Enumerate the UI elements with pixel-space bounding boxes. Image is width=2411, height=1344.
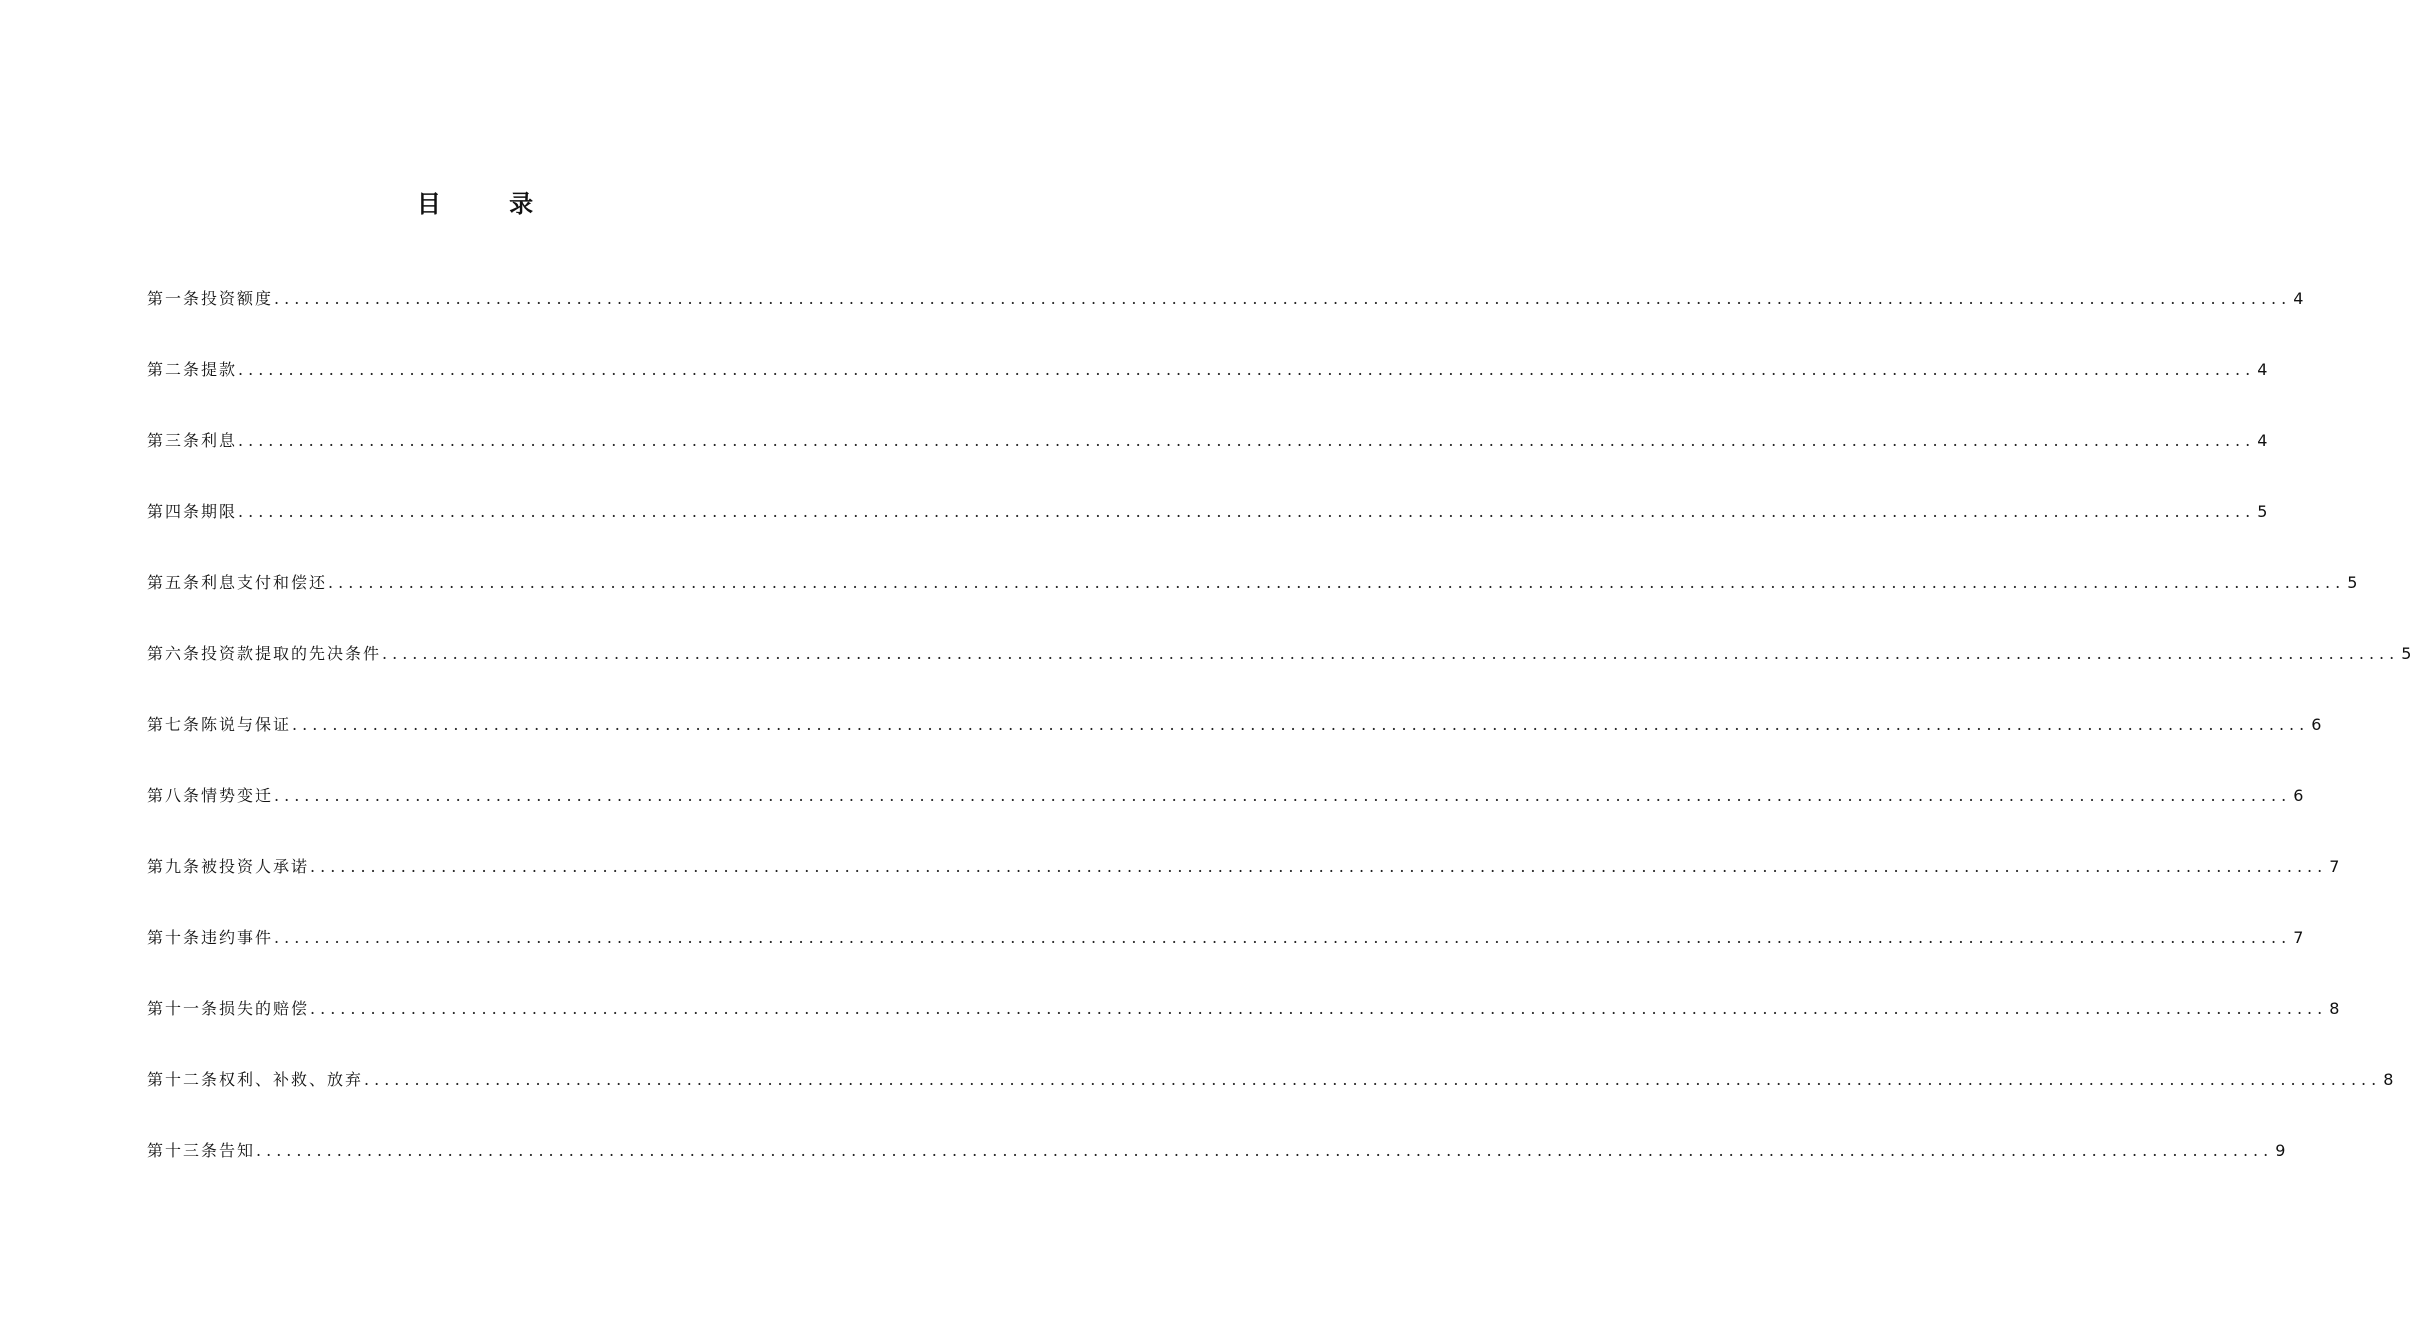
table-of-contents	[147, 284, 2411, 1207]
toc-entry-heading: 投资额度	[201, 289, 274, 308]
toc-entry-label: 第一条	[147, 289, 202, 308]
page-title: 目 录	[416, 190, 564, 218]
toc-leader-dots: ........................................................................................................................................................................................................	[238, 360, 2256, 379]
toc-leader-dots: ........................................................................................................................................................................................................	[274, 928, 2292, 947]
toc-leader-dots: ........................................................................................................................................................................................................	[274, 289, 2292, 308]
toc-entry[interactable]	[147, 568, 2358, 639]
toc-entry-label: 第十条	[147, 928, 202, 947]
toc-entry-label: 第六条	[147, 644, 202, 663]
toc-entry-heading: 权利、补救、放弃	[219, 1070, 364, 1089]
toc-entry-heading: 被投资人承诺	[201, 857, 310, 876]
toc-entry-heading: 告知	[219, 1141, 256, 1160]
toc-entry[interactable]	[147, 426, 2268, 497]
toc-leader-dots: ........................................................................................................................................................................................................	[310, 999, 2328, 1018]
toc-entry-page: 8	[2329, 999, 2340, 1018]
toc-entry-label: 第五条	[147, 573, 202, 592]
toc-entry-label: 第四条	[147, 502, 202, 521]
toc-entry-label: 第七条	[147, 715, 202, 734]
toc-leader-dots: ........................................................................................................................................................................................................	[238, 502, 2256, 521]
toc-entry-heading: 陈说与保证	[201, 715, 292, 734]
toc-entry-heading: 提款	[201, 360, 238, 379]
toc-entry-label: 第九条	[147, 857, 202, 876]
toc-entry-heading: 利息	[201, 431, 238, 450]
toc-entry-heading: 投资款提取的先决条件	[201, 644, 382, 663]
toc-entry[interactable]	[147, 1136, 2286, 1207]
toc-entry-label: 第三条	[147, 431, 202, 450]
toc-entry-page: 6	[2311, 715, 2322, 734]
toc-entry-page: 4	[2293, 289, 2304, 308]
toc-entry-heading: 期限	[201, 502, 238, 521]
toc-entry-page: 4	[2257, 360, 2268, 379]
toc-entry-heading: 损失的赔偿	[219, 999, 310, 1018]
toc-entry-page: 7	[2293, 928, 2304, 947]
toc-entry[interactable]	[147, 497, 2268, 568]
toc-entry[interactable]	[147, 639, 2411, 710]
toc-leader-dots: ........................................................................................................................................................................................................	[238, 431, 2256, 450]
toc-entry-heading: 利息支付和偿还	[201, 573, 328, 592]
toc-leader-dots: ........................................................................................................................................................................................................	[256, 1141, 2274, 1160]
toc-entry-page: 8	[2383, 1070, 2394, 1089]
toc-entry[interactable]	[147, 710, 2322, 781]
toc-entry[interactable]	[147, 923, 2304, 994]
toc-entry-label: 第十三条	[147, 1141, 220, 1160]
toc-entry[interactable]	[147, 355, 2268, 426]
toc-entry[interactable]	[147, 852, 2340, 923]
toc-entry-label: 第十一条	[147, 999, 220, 1018]
toc-leader-dots: ........................................................................................................................................................................................................	[328, 573, 2346, 592]
toc-entry-page: 9	[2275, 1141, 2286, 1160]
toc-entry-label: 第二条	[147, 360, 202, 379]
toc-entry-page: 5	[2401, 644, 2411, 663]
toc-entry[interactable]	[147, 994, 2340, 1065]
toc-entry-label: 第八条	[147, 786, 202, 805]
toc-leader-dots: ........................................................................................................................................................................................................	[310, 857, 2328, 876]
toc-entry-label: 第十二条	[147, 1070, 220, 1089]
toc-entry-page: 7	[2329, 857, 2340, 876]
toc-entry[interactable]	[147, 284, 2304, 355]
toc-entry-page: 5	[2347, 573, 2358, 592]
toc-entry-page: 6	[2293, 786, 2304, 805]
toc-leader-dots: ........................................................................................................................................................................................................	[292, 715, 2310, 734]
toc-leader-dots: ........................................................................................................................................................................................................	[274, 786, 2292, 805]
toc-entry-heading: 情势变迁	[201, 786, 274, 805]
toc-entry-page: 5	[2257, 502, 2268, 521]
toc-entry[interactable]	[147, 1065, 2394, 1136]
toc-entry[interactable]	[147, 781, 2304, 852]
toc-leader-dots: ........................................................................................................................................................................................................	[382, 644, 2400, 663]
toc-leader-dots: ........................................................................................................................................................................................................	[364, 1070, 2382, 1089]
toc-entry-heading: 违约事件	[201, 928, 274, 947]
toc-entry-page: 4	[2257, 431, 2268, 450]
